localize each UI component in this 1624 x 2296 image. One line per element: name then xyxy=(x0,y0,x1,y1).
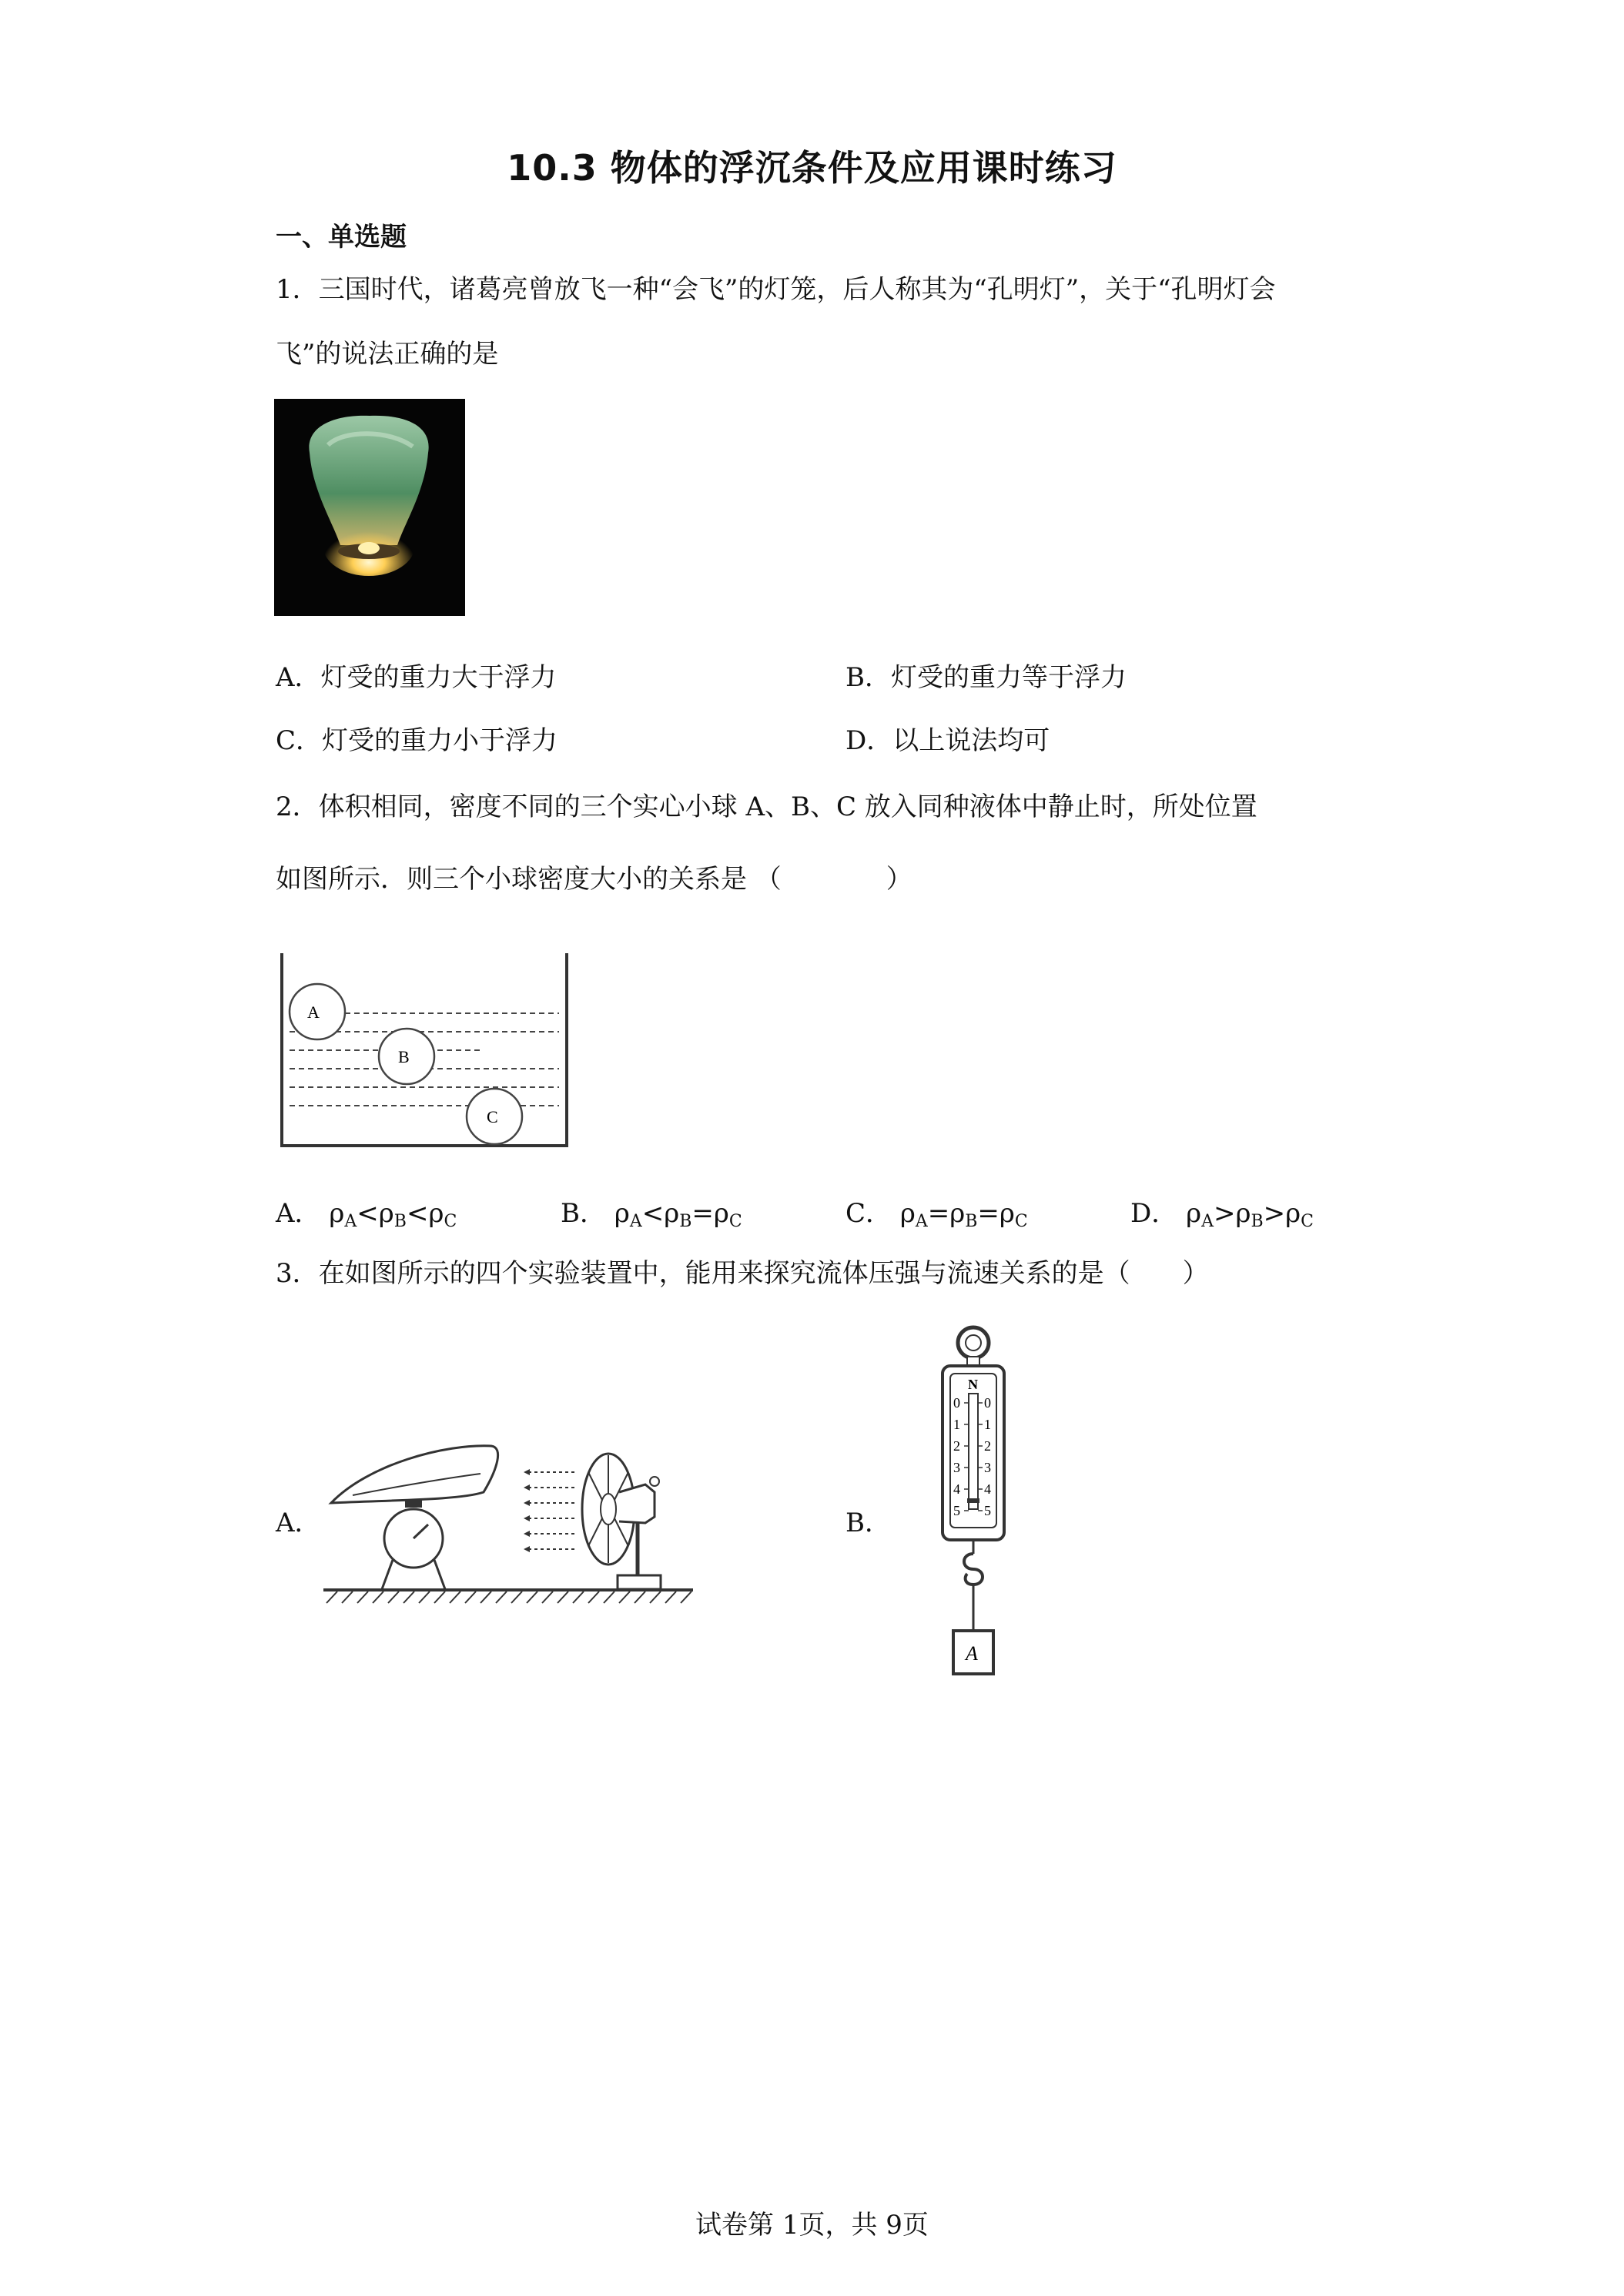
ball-a-label: A xyxy=(307,1002,320,1022)
wing-fan-apparatus xyxy=(322,1401,699,1609)
ball-b-label: B xyxy=(398,1047,410,1066)
tick-left-3: 3 xyxy=(953,1460,960,1475)
q2-option-b: B． $\rho_A<\rho_B=\rho_C$ xyxy=(561,1198,742,1231)
tick-right-3: 3 xyxy=(984,1460,991,1475)
ball-c-label: C xyxy=(487,1107,498,1126)
q1-stem-line2: 飞”的说法正确的是 xyxy=(276,339,499,370)
block-label: A xyxy=(966,1642,978,1665)
q2-option-c: C． $\rho_A=\rho_B=\rho_C$ xyxy=(845,1198,1028,1231)
q1-option-a: A．灯受的重力大于浮力 xyxy=(276,662,557,693)
q3-stem: 3．在如图所示的四个实验装置中，能用来探究流体压强与流速关系的是（ ） xyxy=(276,1258,1209,1289)
tick-left-1: 1 xyxy=(953,1417,960,1432)
q2-option-d: D． $\rho_A>\rho_B>\rho_C$ xyxy=(1130,1198,1314,1231)
section-heading: 一、单选题 xyxy=(276,222,407,253)
sky-lantern-photo xyxy=(274,399,465,616)
spring-scale-diagram xyxy=(927,1323,1020,1697)
tick-right-5: 5 xyxy=(984,1503,991,1518)
q1-option-c: C．灯受的重力小于浮力 xyxy=(276,725,558,756)
tick-right-0: 0 xyxy=(984,1395,991,1411)
q1-option-b: B．灯受的重力等于浮力 xyxy=(845,662,1127,693)
q1-stem-line1: 1．三国时代，诸葛亮曾放飞一种“会飞”的灯笼，后人称其为“孔明灯”，关于“孔明灯会 xyxy=(276,274,1276,305)
q3-option-b-label: B． xyxy=(845,1508,891,1538)
q2-stem-line1: 2．体积相同，密度不同的三个实心小球 A、B、C 放入同种液体中静止时，所处位置 xyxy=(276,792,1257,822)
page-title: 10.3 物体的浮沉条件及应用课时练习 xyxy=(507,147,1117,189)
tick-left-4: 4 xyxy=(953,1481,960,1497)
q2-option-a: A． $\rho_A<\rho_B<\rho_C$ xyxy=(276,1198,457,1231)
scale-unit: N xyxy=(968,1377,978,1392)
tick-left-2: 2 xyxy=(953,1438,960,1454)
q1-option-d: D．以上说法均可 xyxy=(845,725,1050,756)
q3-option-a-label: A． xyxy=(276,1508,321,1538)
q2-stem-line2: 如图所示．则三个小球密度大小的关系是 （ ） xyxy=(276,864,912,895)
tick-right-4: 4 xyxy=(984,1481,991,1497)
tick-left-5: 5 xyxy=(953,1503,960,1518)
liquid-balls-diagram xyxy=(274,952,574,1150)
tick-left-0: 0 xyxy=(953,1395,960,1411)
tick-right-2: 2 xyxy=(984,1438,991,1454)
tick-right-1: 1 xyxy=(984,1417,991,1432)
page-footer: 试卷第 1页，共 9页 xyxy=(695,2210,929,2241)
